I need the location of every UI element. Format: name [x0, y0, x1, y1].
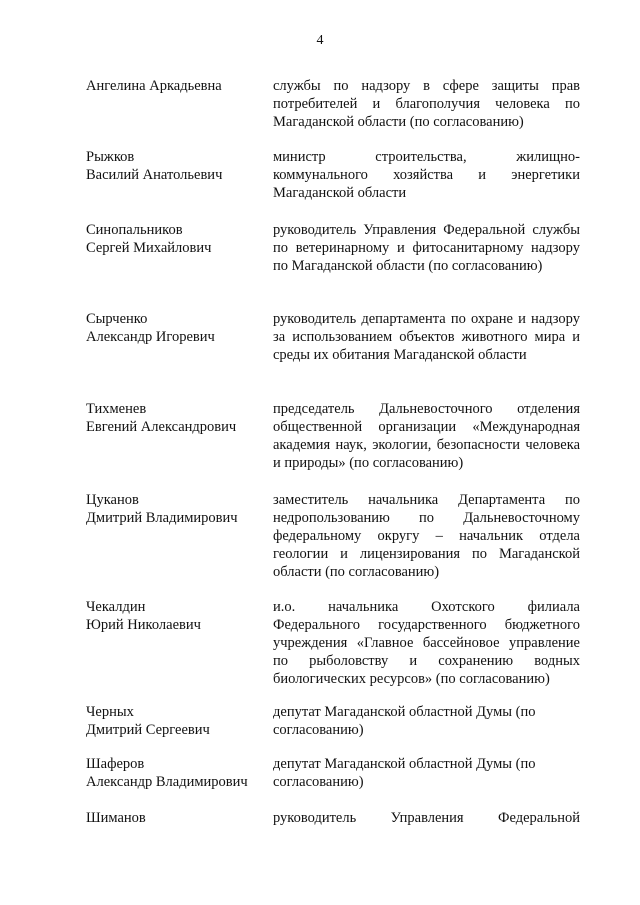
member-name [86, 598, 261, 634]
member-name [86, 491, 261, 527]
member-surname: Рыжков [86, 149, 135, 165]
member-position: депутат Магаданской областной Думы (по согласованию) [273, 756, 536, 790]
member-name [86, 400, 261, 436]
member-position: министр строительства, жилищно-коммунального хозяйства и энергетики Магаданской области [273, 149, 580, 201]
member-name [86, 809, 261, 827]
member-position: руководитель Управления Федеральной службы по ветеринарному и фитосанитарному надзору по Магаданской области (по согласованию) [273, 222, 580, 274]
page-number: 4 [316, 33, 324, 48]
member-surname: Черных [86, 704, 134, 720]
member-position: председатель Дальневосточного отделения общественной организации «Международная академия наук, экологии, безопасности человека и природы» (по согласованию) [273, 401, 580, 471]
member-name [86, 310, 261, 346]
member-position: руководитель Управления Федеральной [273, 810, 580, 826]
member-position: и.о. начальника Охотского филиала Федерального государственного бюджетного учреждения «Главное бассейновое управление по рыболовству и сохранению водных биологических ресурсов» (по согласованию) [273, 599, 580, 687]
member-name [86, 755, 261, 791]
member-surname: Цуканов [86, 492, 139, 508]
member-surname: Чекалдин [86, 599, 146, 615]
member-surname: Тихменев [86, 401, 147, 417]
member-given-names: Александр Владимирович [86, 774, 248, 790]
member-given-names: Юрий Николаевич [86, 617, 201, 633]
member-given-names: Александр Игоревич [86, 329, 215, 345]
member-name [86, 703, 261, 739]
member-position: заместитель начальника Департамента по недропользованию по Дальневосточному федеральному округу – начальник отдела геологии и лицензирования по Магаданской области (по согласованию) [273, 492, 580, 580]
member-given-names: Дмитрий Сергеевич [86, 722, 210, 738]
member-surname: Сырченко [86, 311, 148, 327]
member-position: руководитель департамента по охране и надзору за использованием объектов животного мира и среды их обитания Магаданской области [273, 311, 580, 363]
member-surname: Шаферов [86, 756, 145, 772]
member-given-names: Дмитрий Владимирович [86, 510, 238, 526]
member-name [86, 221, 261, 257]
member-surname: Шиманов [86, 810, 146, 826]
member-position: депутат Магаданской областной Думы (по согласованию) [273, 704, 536, 738]
member-surname: Синопальников [86, 222, 183, 238]
member-name [86, 148, 261, 184]
member-name [86, 77, 261, 95]
member-position: службы по надзору в сфере защиты прав потребителей и благополучия человека по Магаданской области (по согласованию) [273, 78, 580, 130]
member-given-names: Евгений Александрович [86, 419, 237, 435]
member-given-names: Сергей Михайлович [86, 240, 212, 256]
member-given-names: Василий Анатольевич [86, 167, 223, 183]
member-name-line: Ангелина Аркадьевна [86, 78, 222, 94]
